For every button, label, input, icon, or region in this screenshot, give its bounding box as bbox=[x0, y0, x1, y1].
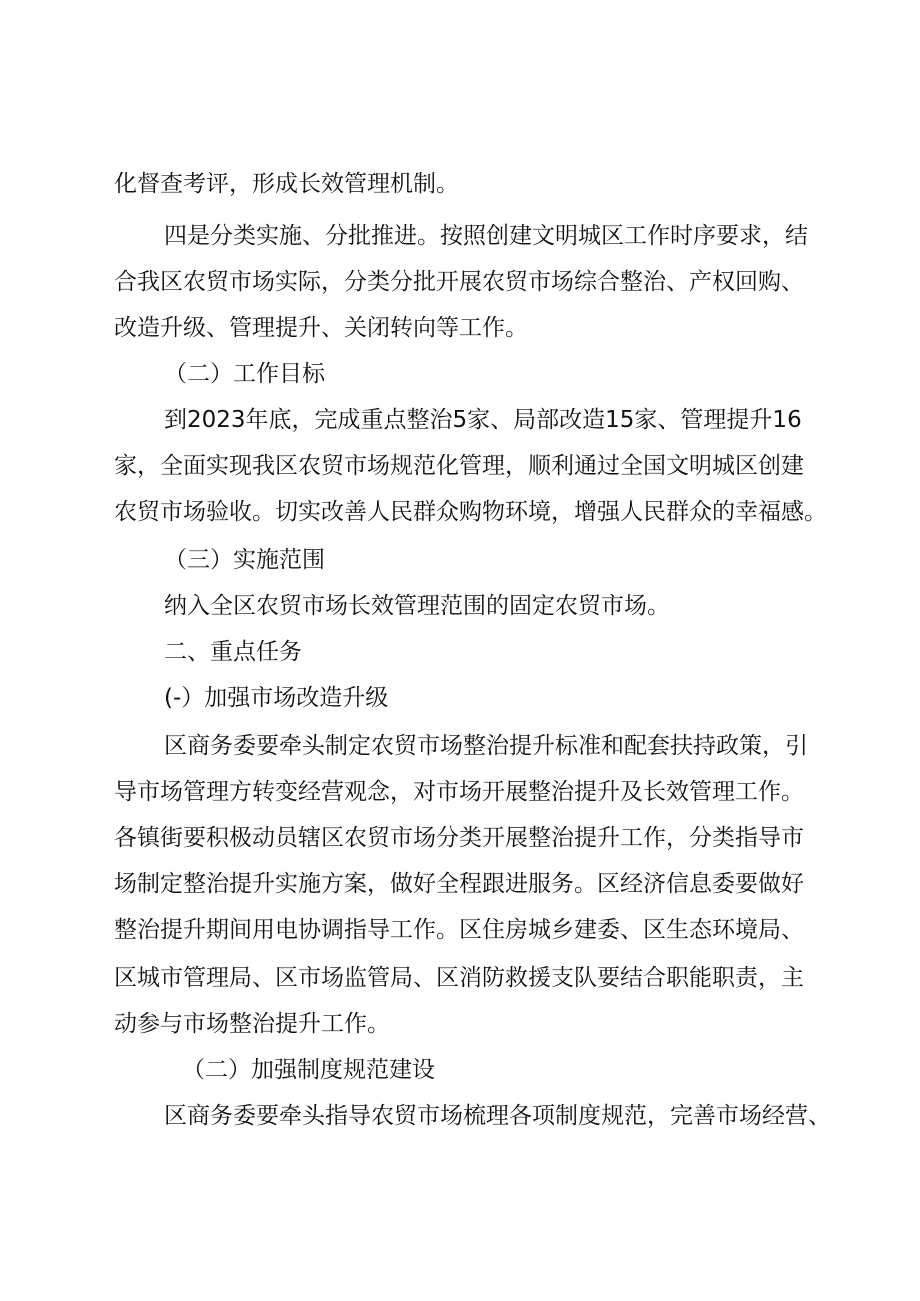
paragraph-line: 四是分类实施、分批推进。按照创建文明城区工作时序要求，结 bbox=[164, 223, 808, 249]
paragraph-line: 化督查考评，形成长效管理机制。 bbox=[114, 171, 459, 197]
paragraph-line: 改造升级、管理提升、关闭转向等工作。 bbox=[114, 315, 528, 341]
paragraph-line: 动参与市场整治提升工作。 bbox=[114, 1011, 390, 1037]
paragraph-line: 农贸市场验收。切实改善人民群众购物环境，增强人民群众的幸福感。 bbox=[114, 499, 827, 525]
paragraph-line: 合我区农贸市场实际，分类分批开展农贸市场综合整治、产权回购、 bbox=[114, 269, 804, 295]
section-heading: 二、重点任务 bbox=[164, 639, 302, 665]
paragraph-line: 各镇街要积极动员辖区农贸市场分类开展整治提升工作，分类指导市 bbox=[114, 825, 804, 851]
paragraph-line: 区城市管理局、区市场监管局、区消防救援支队要结合职能职责，主 bbox=[114, 965, 804, 991]
paragraph-line: 整治提升期间用电协调指导工作。区住房城乡建委、区生态环境局、 bbox=[114, 917, 804, 943]
paragraph-line: 场制定整治提升实施方案，做好全程跟进服务。区经济信息委要做好 bbox=[114, 871, 804, 897]
section-heading: (-）加强市场改造升级 bbox=[164, 685, 389, 711]
section-heading: （三）实施范围 bbox=[164, 547, 325, 573]
paragraph-line: 家，全面实现我区农贸市场规范化管理，顺利通过全国文明城区创建 bbox=[114, 453, 804, 479]
paragraph-line: 区商务委要牵头制定农贸市场整治提升标准和配套扶持政策，引 bbox=[164, 733, 808, 759]
paragraph-line: 区商务委要牵头指导农贸市场梳理各项制度规范，完善市场经营、 bbox=[164, 1103, 831, 1129]
paragraph-line: 纳入全区农贸市场长效管理范围的固定农贸市场。 bbox=[164, 593, 670, 619]
paragraph-line: 导市场管理方转变经营观念，对市场开展整治提升及长效管理工作。 bbox=[114, 779, 804, 805]
paragraph-line: 到2023年底，完成重点整治5家、局部改造15家、管理提升16 bbox=[164, 407, 802, 433]
section-heading: （二）工作目标 bbox=[164, 361, 325, 387]
section-heading: （二）加强制度规范建设 bbox=[182, 1057, 435, 1083]
